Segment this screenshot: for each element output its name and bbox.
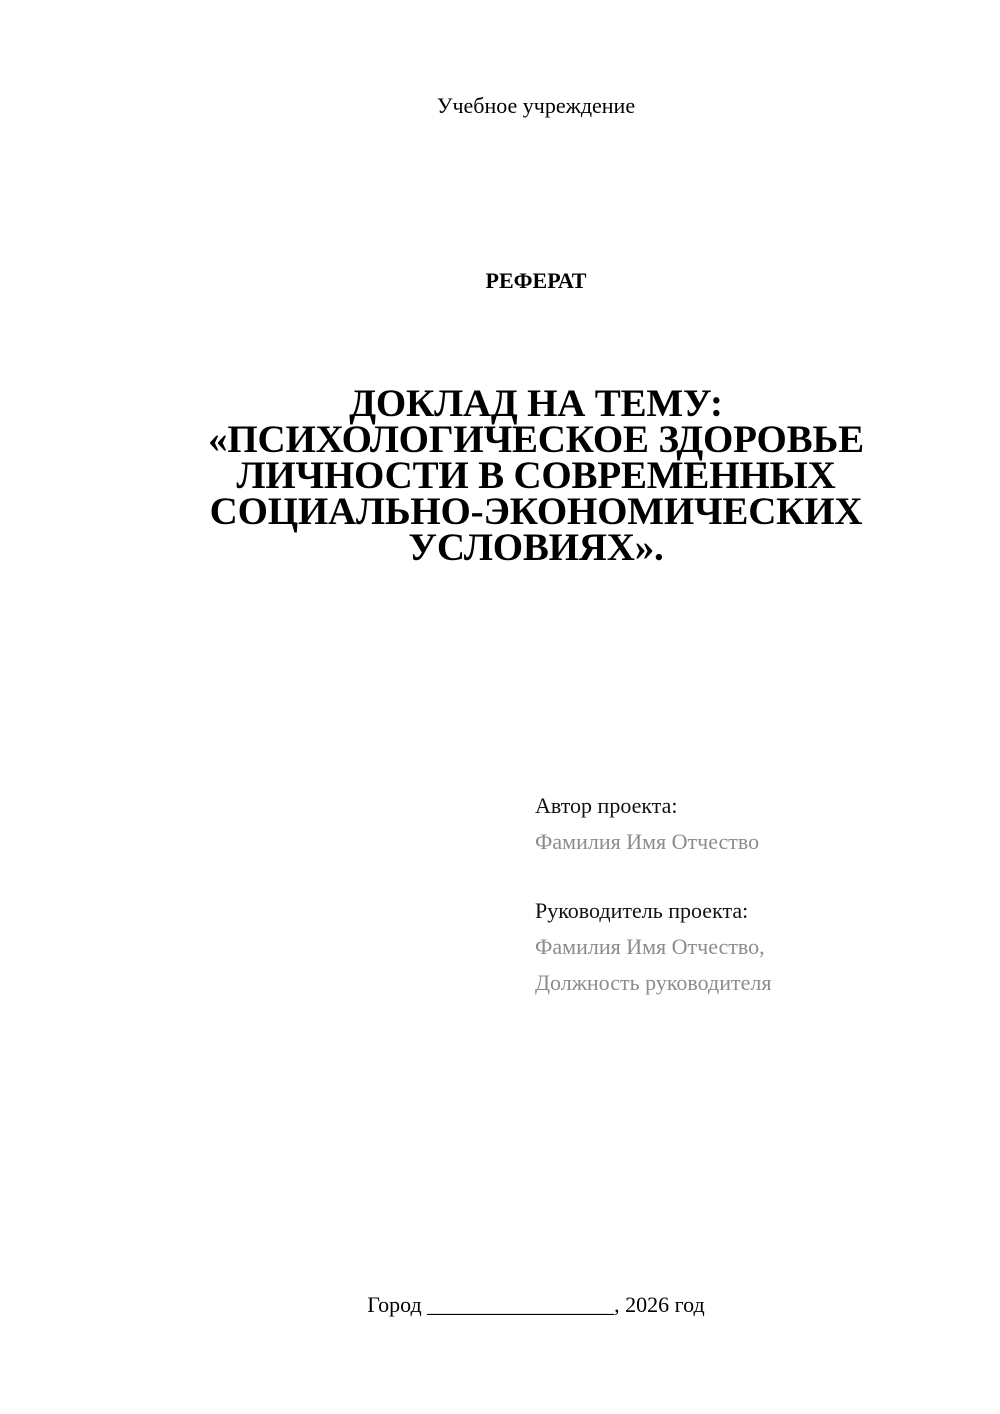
document-type: РЕФЕРАТ: [485, 268, 587, 293]
title-line: ДОКЛАД НА ТЕМУ:: [349, 382, 723, 425]
author-label: Автор проекта:: [535, 793, 678, 818]
author-name-placeholder: Фамилия Имя Отчество: [535, 829, 760, 854]
report-title: [150, 382, 922, 569]
title-line: УСЛОВИЯХ».: [408, 526, 664, 569]
project-people-block: [535, 788, 975, 1001]
title-line: ЛИЧНОСТИ В СОВРЕМЕННЫХ: [236, 454, 836, 497]
title-line: «ПСИХОЛОГИЧЕСКОЕ ЗДОРОВЬЕ: [208, 418, 864, 461]
supervisor-name-placeholder: Фамилия Имя Отчество,: [535, 934, 765, 959]
supervisor-label: Руководитель проекта:: [535, 898, 749, 923]
spacer: [535, 860, 975, 893]
city-year-line: Город _________________, 2026 год: [367, 1292, 705, 1317]
supervisor-position-placeholder: Должность руководителя: [535, 970, 772, 995]
title-line: СОЦИАЛЬНО-ЭКОНОМИЧЕСКИХ: [209, 490, 863, 533]
institution-name: Учебное учреждение: [436, 93, 636, 118]
